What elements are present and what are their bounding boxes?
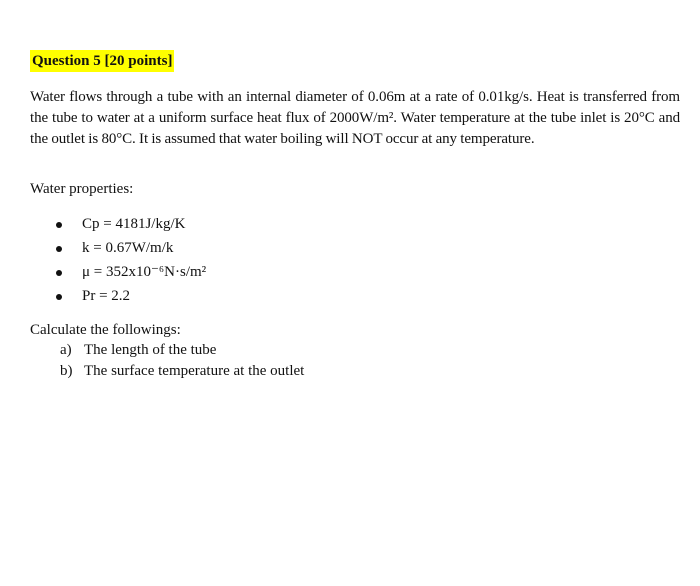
task-item — [60, 361, 304, 382]
property-item — [56, 212, 206, 236]
properties-list — [56, 212, 206, 308]
property-item — [56, 236, 206, 260]
property-text: Pr = 2.2 — [82, 288, 131, 304]
task-text: The length of the tube — [84, 342, 217, 358]
problem-statement: Water flows through a tube with an internal diameter of 0.06m at a rate of 0.01kg/s. Heat is transferred from the tube to water at a uniform surface heat flux of 2000W/m². Water temperature at the tube inlet is 20°C and the outlet is 80°C. It is assumed that water boiling will NOT occur at any temperature. — [30, 89, 680, 147]
task-marker: b) — [60, 363, 73, 379]
property-text: Cp = 4181J/kg/K — [82, 216, 186, 232]
bullet-icon — [56, 222, 62, 228]
properties-label: Water properties: — [30, 181, 134, 197]
tasks-label: Calculate the followings: — [30, 322, 181, 338]
bullet-icon — [56, 294, 62, 300]
property-text: k = 0.67W/m/k — [82, 240, 174, 256]
task-text: The surface temperature at the outlet — [84, 363, 305, 379]
property-item — [56, 284, 206, 308]
tasks-list — [60, 340, 304, 382]
task-marker: a) — [60, 342, 72, 358]
bullet-icon — [56, 246, 62, 252]
task-item — [60, 340, 304, 361]
property-item — [56, 260, 206, 284]
property-text: μ = 352x10⁻⁶N·s/m² — [82, 264, 207, 280]
question-heading: Question 5 [20 points] — [30, 50, 174, 72]
bullet-icon — [56, 270, 62, 276]
